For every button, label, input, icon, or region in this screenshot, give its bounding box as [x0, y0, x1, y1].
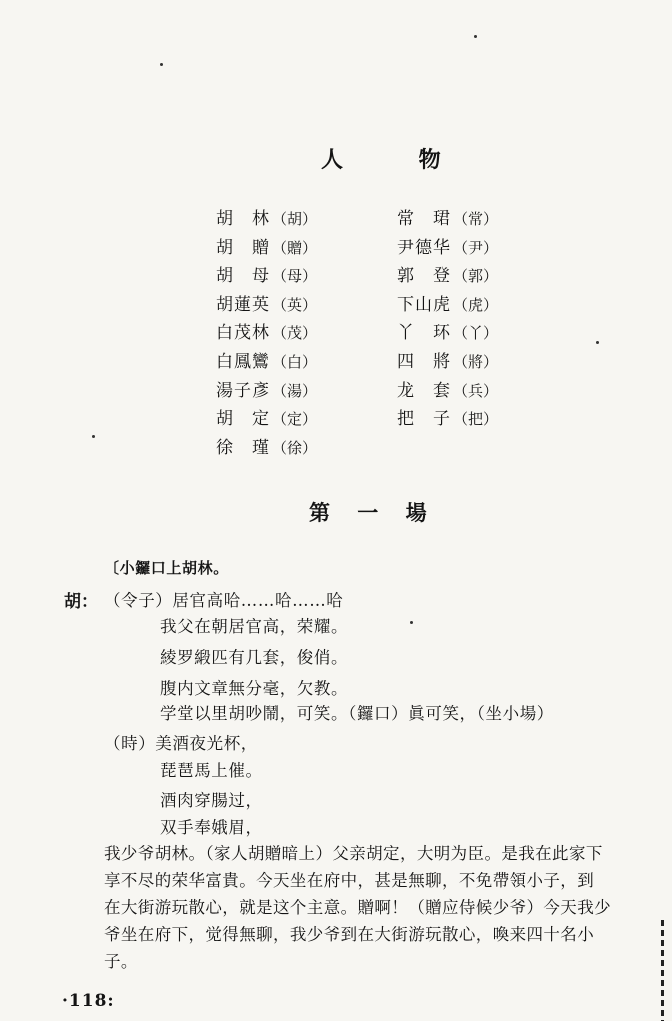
ink-speck — [160, 63, 163, 66]
paragraph-line: 在大街游玩散心，就是这个主意。贈啊！（贈应侍候少爷）今天我少 — [104, 898, 611, 917]
paragraph-line: 我少爷胡林。（家人胡贈暗上）父亲胡定，大明为臣。是我在此家下 — [104, 844, 603, 863]
cast-name: 胡 林 — [216, 209, 270, 229]
cast-abbr: （常） — [453, 210, 499, 228]
cast-abbr: （尹） — [453, 238, 499, 257]
cast-abbr: （白） — [272, 352, 318, 371]
cast-item — [397, 205, 498, 234]
cast-item — [216, 319, 317, 348]
verse-line: 綾罗緞匹有几套，俊俏。 — [160, 648, 349, 667]
cast-item — [397, 234, 498, 263]
cast-name: 龙 套 — [397, 380, 451, 401]
cast-abbr: （把） — [453, 410, 499, 429]
cast-abbr: （將） — [453, 352, 499, 371]
ink-speck — [410, 621, 413, 624]
cast-name: 下山虎 — [397, 294, 451, 315]
cast-name: 胡蓮英 — [216, 294, 270, 315]
cast-item — [397, 262, 498, 291]
dialogue-paragraph — [104, 840, 664, 975]
cast-abbr: （英） — [272, 295, 318, 314]
cast-name: 常 珺 — [397, 209, 451, 229]
cast-item — [216, 377, 317, 406]
page-edge-mark — [661, 920, 664, 1021]
cast-item — [397, 377, 498, 406]
speaker-label: 胡： — [64, 592, 98, 612]
page-number: ·118: — [62, 991, 115, 1011]
cast-item — [216, 405, 317, 434]
cast-title: 人 物 — [321, 147, 475, 173]
cast-abbr: （茂） — [272, 324, 318, 343]
cast-list-right — [397, 205, 498, 434]
cast-name: 胡 贈 — [216, 237, 270, 258]
cast-name: 四 將 — [397, 351, 451, 372]
cast-abbr: （郭） — [453, 267, 499, 286]
cast-item — [397, 291, 498, 320]
cast-name: 丫 环 — [397, 323, 451, 344]
cast-item — [397, 348, 498, 377]
cast-name: 白茂林 — [216, 323, 270, 344]
music-cue: （時）美酒夜光杯， — [104, 734, 258, 753]
cast-abbr: （贈） — [272, 238, 318, 257]
cast-item — [397, 319, 498, 348]
cast-name: 把 子 — [397, 409, 451, 430]
cast-name: 郭 登 — [397, 266, 451, 287]
cast-abbr: （兵） — [453, 381, 499, 400]
verse-line: 双手奉娥眉， — [160, 818, 263, 837]
verse-line: 腹内文章無分毫，欠教。 — [160, 679, 349, 698]
cast-abbr: （虎） — [453, 295, 499, 314]
stage-direction: 〔小鑼口上胡林。 — [104, 559, 229, 577]
verse-line: 琵琶馬上催。 — [160, 761, 263, 780]
ink-speck — [474, 35, 477, 38]
cast-abbr: （胡） — [272, 210, 318, 228]
cast-name: 胡 母 — [216, 266, 270, 287]
paragraph-line: 爷坐在府下，觉得無聊，我少爷到在大街游玩散心，喚来四十名小 — [104, 925, 595, 944]
cast-item — [216, 291, 317, 320]
paragraph-line: 子。 — [104, 952, 138, 971]
cast-item — [216, 205, 317, 234]
cast-name: 徐 瑾 — [216, 437, 270, 458]
cast-name: 白鳳鸞 — [216, 351, 270, 372]
verse-line: 学堂以里胡吵鬧，可笑。（鑼口）眞可笑，（坐小場） — [160, 704, 554, 723]
paragraph-line: 享不尽的荣华富貴。今天坐在府中，甚是無聊，不免帶領小子，到 — [104, 871, 595, 890]
verse-line: 我父在朝居官高，荣耀。 — [160, 617, 349, 636]
cast-item — [216, 348, 317, 377]
cast-item — [397, 405, 498, 434]
cast-name: 湯子彥 — [216, 380, 270, 401]
cast-abbr: （湯） — [272, 381, 318, 400]
cast-abbr: （丫） — [453, 324, 499, 343]
cast-item — [216, 234, 317, 263]
cast-abbr: （徐） — [272, 438, 318, 457]
scene-title: 第 一 場 — [309, 500, 437, 525]
cast-list-left — [216, 205, 317, 462]
cast-item — [216, 262, 317, 291]
cast-abbr: （定） — [272, 410, 318, 429]
music-cue: （令子）居官高哈……哈……哈 — [104, 591, 344, 610]
page-number-value: 118 — [68, 991, 108, 1011]
cast-name: 胡 定 — [216, 409, 270, 430]
cast-abbr: （母） — [272, 267, 318, 286]
ink-speck — [596, 341, 599, 344]
cast-name: 尹德华 — [397, 237, 451, 258]
verse-line: 酒肉穿腸过， — [160, 791, 263, 810]
cast-item — [216, 434, 317, 463]
ink-speck — [92, 435, 95, 438]
